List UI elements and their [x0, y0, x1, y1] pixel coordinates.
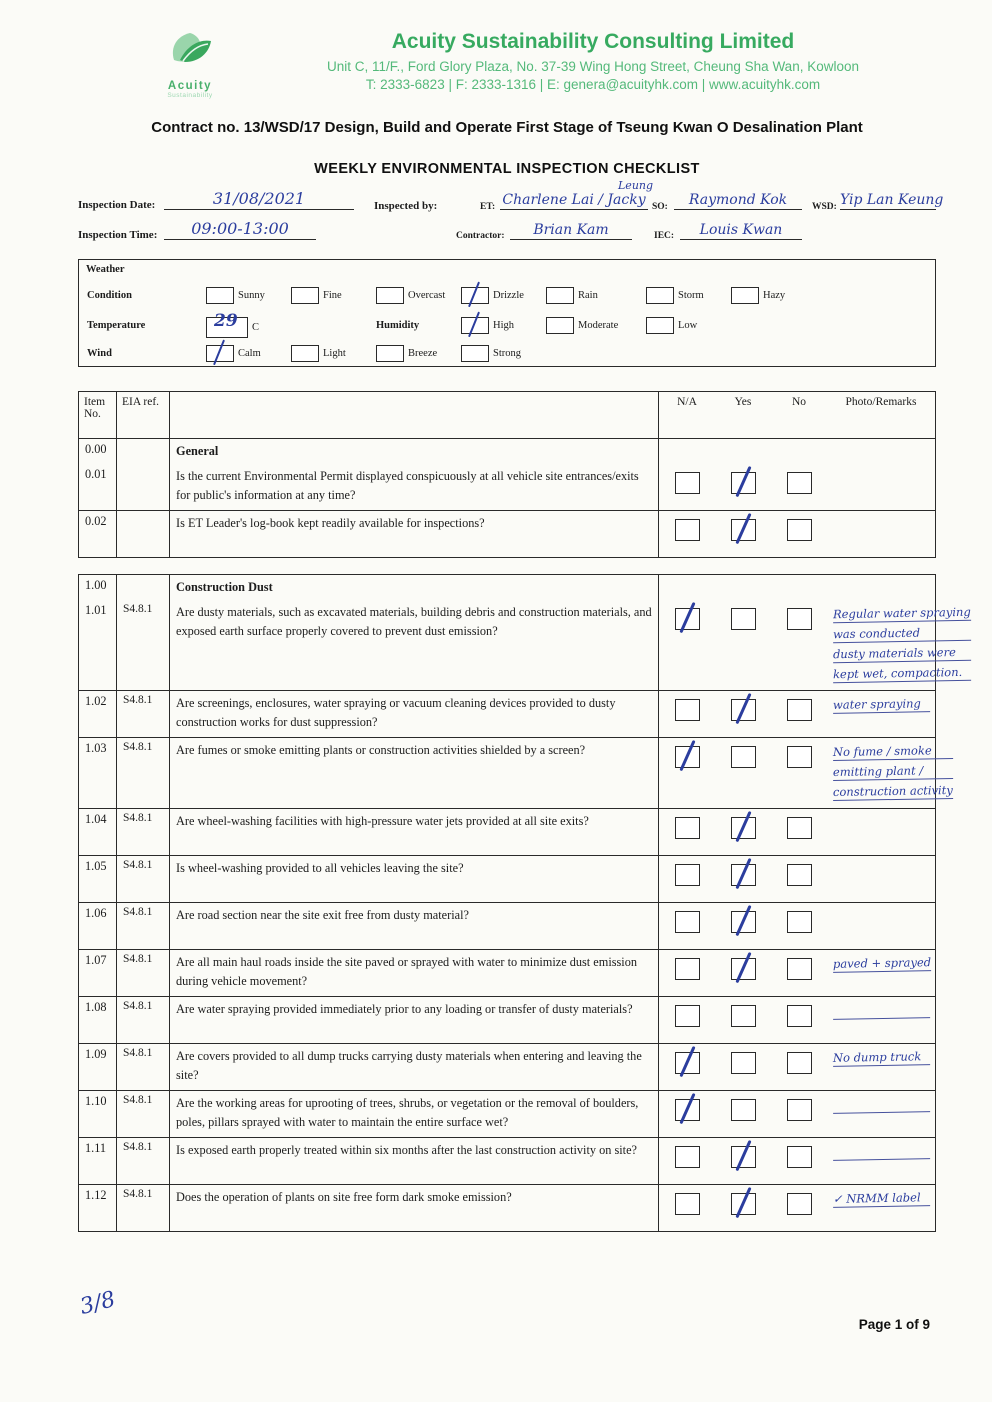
na-checkbox	[675, 864, 700, 886]
condition-fine-label: Fine	[323, 290, 342, 301]
condition-hazy	[731, 287, 785, 304]
handwritten-page-mark: 3/8	[77, 1287, 118, 1320]
yes-cell	[715, 575, 771, 600]
eia-ref: S4.8.1	[117, 738, 170, 808]
handwritten-remark: dusty materials were	[833, 645, 971, 663]
wind-light	[291, 345, 346, 362]
na-cell	[659, 439, 715, 464]
condition-drizzle-checkbox	[461, 287, 489, 304]
remarks-cell	[827, 1185, 935, 1231]
remarks-cell	[827, 950, 936, 996]
checklist-row-1.06	[79, 903, 935, 950]
question-text: Is ET Leader's log-book kept readily available for inspections?	[170, 511, 659, 557]
checklist-row-1.11	[79, 1138, 935, 1185]
yes-cell	[715, 903, 771, 949]
wind-label: Wind	[87, 348, 112, 359]
eia-ref: S4.8.1	[117, 950, 170, 996]
remarks-cell	[827, 464, 935, 510]
weather-box	[78, 259, 936, 367]
item-no: 1.12	[79, 1185, 117, 1231]
no-checkbox	[787, 699, 812, 721]
item-no: 1.05	[79, 856, 117, 902]
no-checkbox	[787, 1052, 812, 1074]
no-cell	[771, 575, 827, 600]
yes-checkbox	[731, 864, 756, 886]
handwritten-tick	[735, 693, 751, 724]
no-cell	[771, 600, 827, 690]
humidity-moderate-checkbox	[546, 317, 574, 334]
na-checkbox	[675, 1005, 700, 1027]
na-cell	[659, 1185, 715, 1231]
letterhead	[78, 30, 936, 99]
yes-cell	[715, 691, 771, 737]
temperature-value: 29	[214, 311, 238, 331]
wind-calm	[206, 345, 261, 362]
condition-sunny-checkbox	[206, 287, 234, 304]
yes-checkbox	[731, 1193, 756, 1215]
no-cell	[771, 809, 827, 855]
wind-strong	[461, 345, 521, 362]
contract-line: Contract no. 13/WSD/17 Design, Build and Operate First Stage of Tseung Kwan O Desalination Plant	[151, 119, 863, 136]
no-cell	[771, 1091, 827, 1137]
yes-cell	[715, 439, 771, 464]
handwritten-tick	[735, 858, 751, 889]
header-description	[170, 392, 659, 438]
question-text: Is wheel-washing provided to all vehicles leaving the site?	[170, 856, 659, 902]
header-no: No	[791, 396, 807, 408]
inspection-time-label: Inspection Time:	[78, 229, 158, 241]
humidity-low	[646, 317, 697, 334]
condition-label: Condition	[87, 290, 132, 301]
eia-ref: S4.8.1	[117, 1185, 170, 1231]
handwritten-remark: paved + sprayed	[832, 955, 932, 971]
checklist-row-1.02	[79, 691, 935, 738]
condition-hazy-checkbox	[731, 287, 759, 304]
na-cell	[659, 1138, 715, 1184]
checklist-row-1.09	[79, 1044, 935, 1091]
wind-calm-checkbox	[206, 345, 234, 362]
question-text: Does the operation of plants on site free form dark smoke emission?	[170, 1185, 659, 1231]
condition-storm-checkbox	[646, 287, 674, 304]
handwritten-tick	[679, 1046, 695, 1077]
no-checkbox	[787, 608, 812, 630]
no-checkbox	[787, 1193, 812, 1215]
no-cell	[771, 1185, 827, 1231]
yes-cell	[715, 950, 771, 996]
handwritten-tick	[679, 602, 695, 633]
na-cell	[659, 464, 715, 510]
checklist-block-construction-dust	[78, 574, 971, 1232]
item-no: 1.04	[79, 809, 117, 855]
humidity-low-label: Low	[678, 320, 698, 331]
yes-checkbox	[731, 911, 756, 933]
header-eia-ref: EIA ref.	[117, 392, 170, 438]
handwritten-remark: No dump truck	[833, 1049, 930, 1067]
weather-temp-humidity-row	[79, 311, 935, 339]
page-number: Page 1 of 9	[858, 1317, 930, 1332]
na-checkbox	[675, 746, 700, 768]
item-no: 1.09	[79, 1044, 117, 1090]
wsd-label: WSD:	[812, 202, 837, 212]
yes-cell	[715, 1044, 771, 1090]
et-value: Charlene Lai / Jacky	[500, 191, 648, 210]
yes-checkbox	[731, 1099, 756, 1121]
wind-light-checkbox	[291, 345, 319, 362]
item-no: 1.01	[79, 600, 117, 690]
na-checkbox	[675, 1193, 700, 1215]
condition-storm	[646, 287, 704, 304]
remarks-cell	[827, 575, 935, 600]
so-value: Raymond Kok	[674, 191, 802, 210]
checklist-row-1.03	[79, 738, 953, 809]
temperature-field	[206, 311, 260, 338]
question-text: Are road section near the site exit free from dusty material?	[170, 903, 659, 949]
yes-cell	[715, 856, 771, 902]
no-checkbox	[787, 911, 812, 933]
yes-checkbox	[731, 699, 756, 721]
checklist-row-1.12	[79, 1185, 935, 1231]
condition-fine-checkbox	[291, 287, 319, 304]
no-cell	[771, 1044, 827, 1090]
no-checkbox	[787, 1146, 812, 1168]
condition-sunny	[206, 287, 265, 304]
blank-remark-line	[833, 1002, 930, 1020]
no-checkbox	[787, 1099, 812, 1121]
section-title: General	[170, 439, 659, 464]
yes-cell	[715, 1091, 771, 1137]
handwritten-tick	[735, 811, 751, 842]
inspection-date-label: Inspection Date:	[78, 199, 156, 211]
handwritten-tick	[735, 1140, 751, 1171]
blank-remark-line	[833, 1143, 930, 1161]
yes-cell	[715, 464, 771, 510]
yes-cell	[715, 1185, 771, 1231]
wind-calm-label: Calm	[238, 348, 261, 359]
no-cell	[771, 511, 827, 557]
na-cell	[659, 903, 715, 949]
company-address: Unit C, 11/F., Ford Glory Plaza, No. 37-39 Wing Hong Street, Cheung Sha Wan, Kowloon	[326, 59, 859, 74]
remarks-cell	[827, 691, 935, 737]
condition-overcast	[376, 287, 445, 304]
na-checkbox	[675, 817, 700, 839]
eia-ref: S4.8.1	[117, 691, 170, 737]
eia-ref: S4.8.1	[117, 997, 170, 1043]
iec-label: IEC:	[654, 231, 675, 241]
yes-checkbox	[731, 519, 756, 541]
wind-breeze-checkbox	[376, 345, 404, 362]
no-cell	[771, 738, 827, 808]
yes-checkbox	[731, 1146, 756, 1168]
yes-checkbox	[731, 608, 756, 630]
handwritten-tick	[213, 340, 225, 366]
handwritten-tick	[679, 740, 695, 771]
remarks-cell	[827, 511, 935, 557]
condition-sunny-label: Sunny	[238, 290, 265, 301]
no-checkbox	[787, 746, 812, 768]
na-cell	[659, 997, 715, 1043]
yes-cell	[715, 809, 771, 855]
handwritten-remark: ✓ NRMM label	[833, 1190, 930, 1208]
handwritten-remark: water spraying	[833, 696, 930, 714]
na-checkbox	[675, 519, 700, 541]
weather-title: Weather	[86, 264, 125, 275]
document-title: WEEKLY ENVIRONMENTAL INSPECTION CHECKLIST	[314, 161, 700, 177]
inspection-form	[78, 179, 944, 251]
no-checkbox	[787, 958, 812, 980]
checklist-row-1.00	[79, 575, 935, 600]
no-cell	[771, 439, 827, 464]
item-no: 0.02	[79, 511, 117, 557]
handwritten-tick	[679, 1093, 695, 1124]
yes-cell	[715, 738, 771, 808]
item-no: 0.00	[79, 439, 117, 464]
remarks-cell	[827, 1091, 935, 1137]
yes-cell	[715, 600, 771, 690]
no-checkbox	[787, 472, 812, 494]
eia-ref: S4.8.1	[117, 809, 170, 855]
na-checkbox	[675, 699, 700, 721]
handwritten-remark: Regular water spraying	[832, 604, 971, 622]
remarks-cell	[827, 1044, 935, 1090]
na-cell	[659, 950, 715, 996]
remarks-cell	[827, 856, 935, 902]
handwritten-remark: kept wet, compaction.	[833, 665, 971, 683]
yes-cell	[715, 511, 771, 557]
header-item-no: Item No.	[79, 392, 117, 438]
no-cell	[771, 997, 827, 1043]
humidity-high-label: High	[493, 320, 514, 331]
no-checkbox	[787, 519, 812, 541]
inspection-time-value: 09:00-13:00	[164, 219, 316, 240]
blank-remark-line	[833, 1096, 930, 1114]
no-cell	[771, 856, 827, 902]
remarks-cell	[827, 809, 935, 855]
checklist-row-0.02	[79, 511, 935, 557]
na-checkbox	[675, 1146, 700, 1168]
no-cell	[771, 903, 827, 949]
question-text: Are the working areas for uprooting of trees, shrubs, or vegetation or the removal of boulders, poles, pillars sprayed with water to maintain the entire surface wet?	[170, 1091, 659, 1137]
no-cell	[771, 464, 827, 510]
na-checkbox	[675, 958, 700, 980]
humidity-low-checkbox	[646, 317, 674, 334]
condition-drizzle-label: Drizzle	[493, 290, 524, 301]
na-cell	[659, 1044, 715, 1090]
question-text: Are fumes or smoke emitting plants or construction activities shielded by a screen?	[170, 738, 659, 808]
na-cell	[659, 511, 715, 557]
na-cell	[659, 600, 715, 690]
eia-ref	[117, 575, 170, 600]
eia-ref: S4.8.1	[117, 856, 170, 902]
handwritten-remark: emitting plant /	[833, 763, 953, 781]
et-label: ET:	[480, 202, 496, 212]
header-na: N/A	[677, 396, 697, 408]
na-cell	[659, 691, 715, 737]
humidity-label: Humidity	[376, 320, 420, 331]
eia-ref	[117, 439, 170, 464]
checklist-row-0.00	[79, 439, 935, 464]
eia-ref: S4.8.1	[117, 1091, 170, 1137]
na-checkbox	[675, 608, 700, 630]
na-checkbox	[675, 911, 700, 933]
eia-ref	[117, 511, 170, 557]
wind-strong-label: Strong	[493, 348, 522, 359]
no-checkbox	[787, 817, 812, 839]
yes-checkbox	[731, 472, 756, 494]
na-checkbox	[675, 472, 700, 494]
remarks-cell	[827, 600, 976, 690]
na-cell	[659, 738, 715, 808]
leaf-logo-icon	[163, 61, 217, 78]
question-text: Are screenings, enclosures, water spraying or vacuum cleaning devices provided to dusty construction works for dust suppression?	[170, 691, 659, 737]
handwritten-tick	[735, 466, 751, 497]
wsd-value: Yip Lan Keung	[840, 192, 944, 208]
checklist-row-1.08	[79, 997, 935, 1044]
humidity-high	[461, 317, 514, 334]
company-name: Acuity Sustainability Consulting Limited	[391, 30, 795, 53]
header-yes: Yes	[734, 396, 752, 408]
na-checkbox	[675, 1052, 700, 1074]
question-text: Is exposed earth properly treated within six months after the last construction activity on site?	[170, 1138, 659, 1184]
handwritten-tick	[468, 312, 480, 338]
humidity-moderate-label: Moderate	[578, 320, 619, 331]
question-text: Is the current Environmental Permit displayed conspicuously at all vehicle site entrances/exits for public's information at any time?	[170, 464, 659, 510]
yes-checkbox	[731, 817, 756, 839]
na-cell	[659, 809, 715, 855]
no-cell	[771, 691, 827, 737]
logo-wordmark: Acuity	[167, 80, 213, 92]
condition-storm-label: Storm	[678, 290, 704, 301]
item-no: 1.06	[79, 903, 117, 949]
yes-cell	[715, 1138, 771, 1184]
remarks-cell	[827, 738, 958, 808]
handwritten-remark: construction activity	[832, 783, 953, 800]
section-title: Construction Dust	[170, 575, 659, 600]
inspected-by-label: Inspected by:	[374, 200, 438, 212]
inspection-date-value: 31/08/2021	[164, 189, 354, 210]
checklist-row-1.01	[79, 600, 971, 691]
contractor-value: Brian Kam	[510, 221, 632, 240]
no-checkbox	[787, 1005, 812, 1027]
eia-ref: S4.8.1	[117, 1138, 170, 1184]
item-no: 1.11	[79, 1138, 117, 1184]
remarks-cell	[827, 903, 935, 949]
checklist-header-row	[79, 392, 935, 439]
eia-ref: S4.8.1	[117, 1044, 170, 1090]
eia-ref	[117, 464, 170, 510]
item-no: 1.10	[79, 1091, 117, 1137]
condition-overcast-label: Overcast	[408, 290, 446, 301]
handwritten-tick	[735, 513, 751, 544]
condition-rain-label: Rain	[578, 290, 598, 301]
company-logo	[130, 30, 250, 99]
question-text: Are water spraying provided immediately prior to any loading or transfer of dusty materials?	[170, 997, 659, 1043]
eia-ref: S4.8.1	[117, 903, 170, 949]
handwritten-tick	[735, 1187, 751, 1218]
so-label: SO:	[652, 202, 668, 212]
checklist-row-0.01	[79, 464, 935, 511]
checklist-block-general	[78, 391, 936, 558]
temperature-unit: C	[252, 322, 260, 333]
checklist	[78, 391, 971, 1232]
humidity-high-checkbox	[461, 317, 489, 334]
yes-checkbox	[731, 746, 756, 768]
no-cell	[771, 1138, 827, 1184]
condition-rain	[546, 287, 598, 304]
condition-drizzle	[461, 287, 524, 304]
letterhead-text	[250, 30, 936, 92]
handwritten-remark: was conducted	[833, 625, 971, 643]
condition-overcast-checkbox	[376, 287, 404, 304]
company-contact: T: 2333-6823 | F: 2333-1316 | E: genera@acuityhk.com | www.acuityhk.com	[365, 77, 821, 92]
question-text: Are dusty materials, such as excavated materials, building debris and construction materials, and exposed earth surface properly covered to prevent dust emission?	[170, 600, 659, 690]
question-text: Are covers provided to all dump trucks carrying dusty materials when entering and leaving the site?	[170, 1044, 659, 1090]
logo-subtext: Sustainability	[167, 92, 213, 99]
item-no: 1.02	[79, 691, 117, 737]
humidity-moderate	[546, 317, 618, 334]
remarks-cell	[827, 439, 935, 464]
handwritten-remark: No fume / smoke	[833, 743, 953, 761]
yes-checkbox	[731, 1052, 756, 1074]
item-no: 1.03	[79, 738, 117, 808]
condition-hazy-label: Hazy	[763, 290, 786, 301]
yes-cell	[715, 997, 771, 1043]
item-no: 1.08	[79, 997, 117, 1043]
wind-light-label: Light	[323, 348, 346, 359]
temperature-label: Temperature	[87, 320, 146, 331]
iec-value: Louis Kwan	[680, 221, 802, 240]
item-no: 1.07	[79, 950, 117, 996]
handwritten-tick	[468, 282, 480, 308]
condition-fine	[291, 287, 342, 304]
condition-rain-checkbox	[546, 287, 574, 304]
header-remarks: Photo/Remarks	[845, 396, 917, 408]
remarks-cell	[827, 997, 935, 1043]
checklist-row-1.10	[79, 1091, 935, 1138]
weather-wind-row	[79, 345, 935, 367]
na-cell	[659, 575, 715, 600]
na-cell	[659, 856, 715, 902]
question-text: Are wheel-washing facilities with high-pressure water jets provided at all site exits?	[170, 809, 659, 855]
yes-checkbox	[731, 958, 756, 980]
contractor-label: Contractor:	[456, 231, 505, 241]
item-no: 0.01	[79, 464, 117, 510]
yes-checkbox	[731, 1005, 756, 1027]
et-value-superscript: Leung	[618, 179, 654, 192]
wind-breeze	[376, 345, 437, 362]
wind-strong-checkbox	[461, 345, 489, 362]
wind-breeze-label: Breeze	[408, 348, 438, 359]
na-checkbox	[675, 1099, 700, 1121]
handwritten-tick	[735, 905, 751, 936]
handwritten-tick	[735, 952, 751, 983]
na-cell	[659, 1091, 715, 1137]
item-no: 1.00	[79, 575, 117, 600]
checklist-row-1.05	[79, 856, 935, 903]
eia-ref: S4.8.1	[117, 600, 170, 690]
checklist-row-1.07	[79, 950, 935, 997]
no-checkbox	[787, 864, 812, 886]
weather-condition-row	[79, 287, 935, 309]
temperature-box	[206, 311, 248, 338]
remarks-cell	[827, 1138, 935, 1184]
no-cell	[771, 950, 827, 996]
question-text: Are all main haul roads inside the site paved or sprayed with water to minimize dust emission during vehicle movement?	[170, 950, 659, 996]
checklist-row-1.04	[79, 809, 935, 856]
